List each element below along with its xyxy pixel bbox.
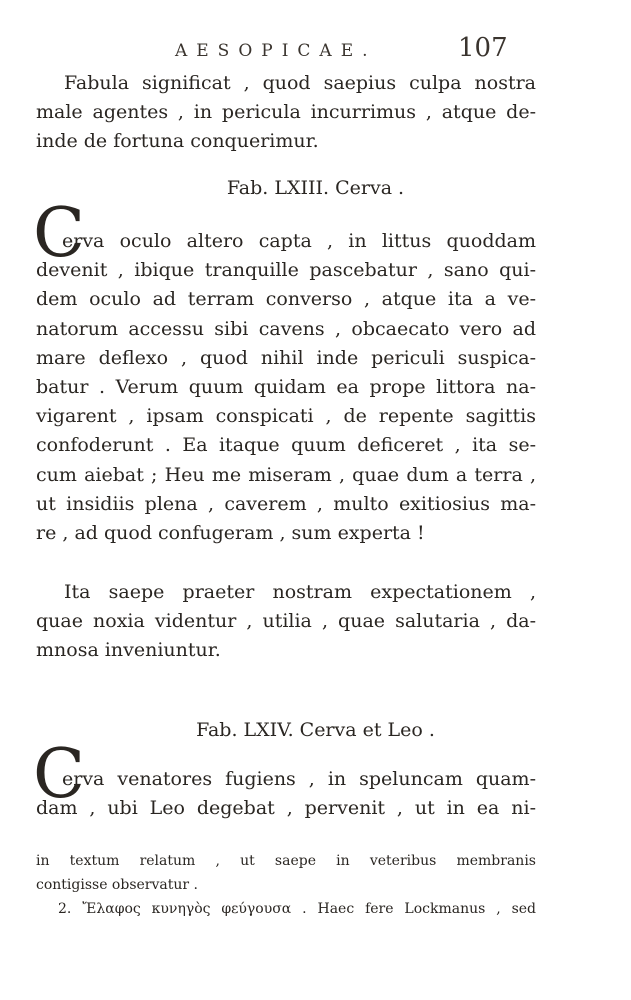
text-line: mare deflexo , quod nihil inde periculi suspica-	[36, 346, 536, 369]
fable-63-body	[36, 227, 536, 548]
footnote-line: in textum relatum , ut saepe in veteribus membranis	[36, 853, 536, 869]
fable-64-body	[36, 765, 536, 823]
text-line: Ita saepe praeter nostram expectationem ,	[64, 581, 536, 603]
text-line: Fabula significat , quod saepius culpa nostra	[64, 72, 536, 94]
page-number: 107	[458, 33, 508, 63]
fable-63-drop-cap: C	[33, 194, 86, 273]
text-line: inde de fortuna conquerimur.	[36, 130, 319, 153]
text-line: batur . Verum quum quidam ea prope littora na-	[36, 375, 536, 398]
text-line: confoderunt . Ea itaque quum deficeret , ita se-	[36, 434, 536, 457]
text-line: mnosa inveniuntur.	[36, 639, 221, 662]
text-line: re , ad quod confugeram , sum experta !	[36, 521, 425, 544]
footnote-line: 2. Ἔλαφος κυνηγὸς φεύγουσα . Haec fere Lockmanus , sed	[58, 901, 536, 917]
text-line: dam , ubi Leo degebat , pervenit , ut in ea ni-	[36, 797, 536, 820]
text-line: dem oculo ad terram converso , atque ita a ve-	[36, 288, 536, 311]
fable-64-drop-cap: C	[33, 735, 86, 814]
text-line: erva venatores fugiens , in speluncam quam-	[62, 768, 536, 790]
text-line: vigarent , ipsam conspicati , de repente sagittis	[36, 405, 536, 428]
fable-63-title: Fab. LXIII. Cerva .	[226, 177, 405, 199]
fable-63-moral	[36, 578, 536, 666]
intro-paragraph	[36, 69, 536, 157]
text-line: cum aiebat ; Heu me miseram , quae dum a terra ,	[36, 463, 536, 486]
running-title: AESOPICAE.	[175, 41, 377, 61]
fable-64-title: Fab. LXIV. Cerva et Leo .	[196, 719, 435, 741]
text-line: male agentes , in pericula incurrimus , atque de-	[36, 101, 536, 124]
footnotes	[36, 849, 536, 921]
footnote-line: contigisse observatur .	[36, 877, 198, 893]
text-line: devenit , ibique tranquille pascebatur , sano qui-	[36, 259, 536, 282]
text-line: natorum accessu sibi cavens , obcaecato vero ad	[36, 317, 536, 340]
text-line: quae noxia videntur , utilia , quae salutaria , da-	[36, 610, 536, 633]
text-line: erva oculo altero capta , in littus quoddam	[62, 230, 536, 252]
text-line: ut insidiis plena , caverem , multo exitiosius ma-	[36, 492, 536, 515]
